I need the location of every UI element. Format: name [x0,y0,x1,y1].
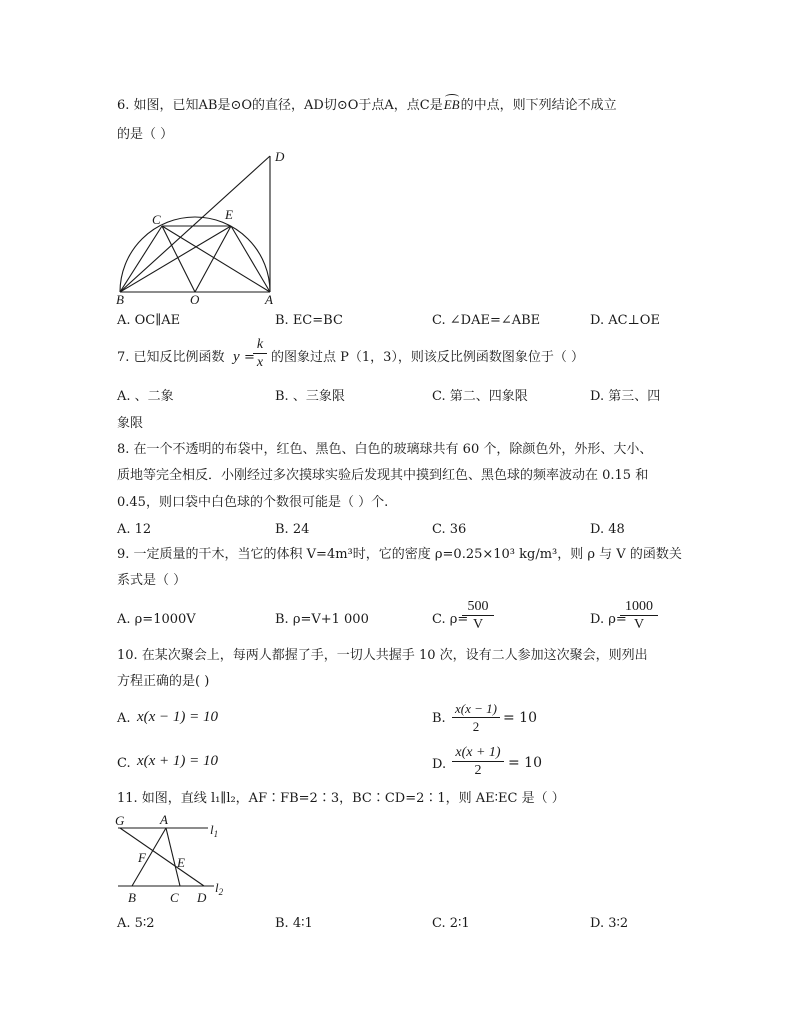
q9-option-c-fraction [462,598,494,633]
q10-option-a[interactable] [117,709,317,729]
q8-option-a[interactable]: A. 12 [117,522,152,537]
label-b: B [128,890,136,905]
q10-option-d-rhs: = 10 [508,755,542,771]
q11-option-a[interactable]: A. 5∶2 [117,916,155,931]
q10-option-b-rhs: = 10 [503,710,537,726]
q7-stem-part1: 7. 已知反比例函数 [117,350,225,365]
q9-option-d-num: 1000 [620,598,658,616]
q10-option-b-den: 2 [472,719,480,734]
q6-stem-line2: 的是（ ） [117,127,174,142]
q10-option-a-label: A. [117,711,131,726]
q7-option-d-wrap: 象限 [117,416,144,431]
q10-option-c-label: C. [117,756,131,771]
label-c: C [170,890,179,905]
q10-option-d-label: D. [432,757,447,772]
q10-option-c-eq: x(x + 1) = 10 [137,753,219,769]
q10-option-d[interactable] [432,744,632,784]
q10-option-d-den: 2 [474,763,482,778]
q6-option-a[interactable]: A. OC∥AE [117,313,181,328]
segment-gd [120,828,204,886]
q7-x: x [256,355,264,370]
label-b: B [116,292,124,307]
label-l2: $l_2$ [215,880,224,897]
q10-option-b-num: x(x − 1) [452,700,500,718]
q8-stem-line1: 8. 在一个不透明的布袋中，红色、黑色、白色的玻璃球共有 60 个，除颜色外，外形、大小、 [117,442,653,457]
q9-option-c-den: V [472,617,484,632]
q11-option-b[interactable]: B. 4∶1 [275,916,313,931]
q6-figure [110,148,300,308]
q10-option-d-fraction [452,744,504,779]
q9-option-c-prefix: C. ρ= [432,612,469,627]
label-f: F [138,850,146,865]
segment-be [120,226,231,292]
q10-option-b-label: B. [432,711,446,726]
q7-option-a[interactable]: A. 、二象 [117,389,174,404]
q7-k: k [253,336,267,354]
q10-option-c[interactable] [117,753,317,773]
q7-y: y [233,349,240,365]
q11-option-c[interactable]: C. 2∶1 [432,916,470,931]
label-g: G [115,813,125,828]
q11-figure [112,812,230,910]
q6-stem-part1: 6. 如图，已知AB是⊙O的直径，AD切⊙O于点A，点C是 [117,98,443,113]
q10-option-b[interactable] [432,700,632,740]
q7-fraction [253,336,267,371]
q6-stem-part2: 的中点，则下列结论不成立 [460,98,617,113]
label-a: A [160,812,168,827]
q7-option-c[interactable]: C. 第二、四象限 [432,389,528,404]
q9-option-b[interactable]: B. ρ=V+1 000 [275,612,369,627]
q6-option-d[interactable]: D. AC⊥OE [590,313,660,328]
q6-option-b[interactable]: B. EC=BC [275,313,343,328]
q9-stem-line2: 系式是（ ） [117,573,187,588]
q8-option-b[interactable]: B. 24 [275,522,310,537]
label-o: O [190,292,200,307]
q7-option-d[interactable]: D. 第三、四 [590,389,661,404]
q10-option-d-num: x(x + 1) [452,744,504,762]
q9-option-a[interactable]: A. ρ=1000V [117,612,196,627]
arc-mark-icon [445,94,459,100]
q10-option-a-eq: x(x − 1) = 10 [137,709,219,725]
q8-stem-line3: 0.45，则口袋中白色球的个数很可能是（ ）个. [117,495,389,510]
q6-stem-line1 [117,97,617,114]
q7-option-b[interactable]: B. 、三象限 [275,389,345,404]
q8-stem-line2: 质地等完全相反．小刚经过多次摸球实验后发现其中摸到红色、黑色球的频率波动在 0.15 和 [117,468,649,483]
q10-stem-line1: 10. 在某次聚会上，每两人都握了手，一切人共握手 10 次，设有二人参加这次聚会，则列出 [117,648,648,663]
q9-option-d-fraction [620,598,658,633]
q8-option-c[interactable]: C. 36 [432,522,467,537]
q9-option-c-num: 500 [462,598,494,616]
label-e: E [225,207,233,222]
q9-option-d-prefix: D. ρ= [590,612,627,627]
segment-ae [231,226,270,292]
label-l1: $l_1$ [210,822,219,839]
q9-option-d-den: V [633,617,645,632]
label-e: E [177,855,185,870]
label-d: D [197,890,207,905]
q8-option-d[interactable]: D. 48 [590,522,625,537]
segment-bd [120,156,270,292]
q11-option-d[interactable]: D. 3∶2 [590,916,629,931]
q6-option-c[interactable]: C. ∠DAE=∠ABE [432,313,541,328]
label-c: C [152,212,161,227]
q11-stem: 11. 如图，直线 l₁∥l₂，AF∶FB=2∶3，BC∶CD=2∶1，则 AE∶EC 是（ ） [117,791,565,806]
q7-stem-part2: 的图象过点 P（1，3），则该反比例函数图象位于（ ） [271,350,585,365]
segment-oe [195,226,231,292]
label-d: D [275,149,285,164]
q9-stem-line1: 9. 一定质量的干木，当它的体积 V=4m³时，它的密度 ρ=0.25×10³ kg/m³，则 ρ 与 V 的函数关 [117,547,682,562]
q10-option-b-fraction [452,700,500,735]
label-a: A [265,292,273,307]
q10-stem-line2: 方程正确的是( ) [117,674,210,689]
q7-eq: = [244,350,255,365]
q6-arc-label: EB [444,97,460,113]
